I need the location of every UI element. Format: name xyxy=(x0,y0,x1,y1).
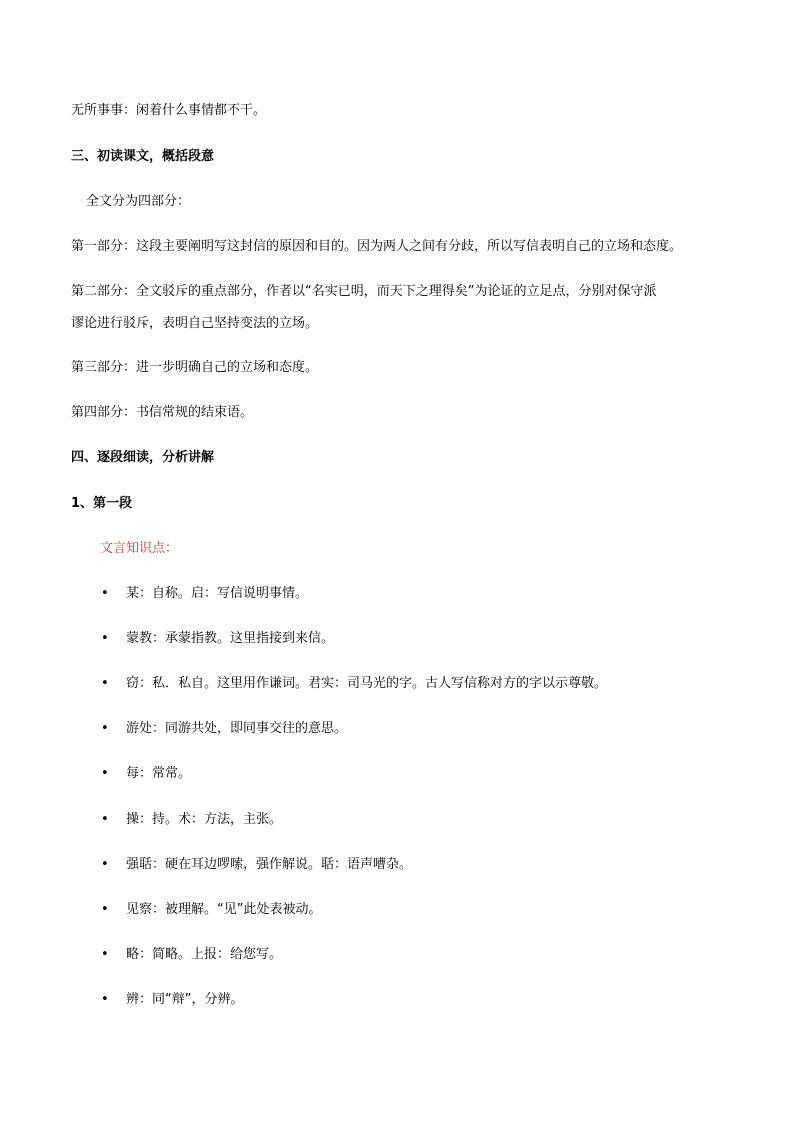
part-1-summary: 第一部分：这段主要阐明写这封信的原因和目的。因为两人之间有分歧，所以写信表明自己的立场和态度。 xyxy=(71,239,683,254)
part-2-summary-line2: 谬论进行驳斥，表明自己坚持变法的立场。 xyxy=(71,316,319,331)
list-item-text: 窃：私．私自。这里用作谦词。君实：司马光的字。古人写信称对方的字以示尊敬。 xyxy=(126,676,608,691)
section-heading-3: 三、初读课文，概括段意 xyxy=(71,149,215,164)
list-item-text: 某：自称。启：写信说明事情。 xyxy=(126,586,309,601)
parts-intro: 全文分为四部分： xyxy=(86,194,191,209)
bullet-icon: • xyxy=(101,721,109,736)
part-3-summary: 第三部分：进一步明确自己的立场和态度。 xyxy=(71,360,319,375)
list-item-text: 游处：同游共处，即同事交往的意思。 xyxy=(126,721,348,736)
list-item-text: 每：常常。 xyxy=(126,766,192,781)
bullet-icon: • xyxy=(101,857,109,872)
bullet-icon: • xyxy=(101,631,109,646)
paragraph-1-heading: 1、第一段 xyxy=(71,496,133,511)
bullet-icon: • xyxy=(101,992,109,1007)
vocab-line-idle: 无所事事：闲着什么事情都不干。 xyxy=(71,103,267,118)
bullet-icon: • xyxy=(101,947,109,962)
list-item-text: 辨：同“辩”，分辨。 xyxy=(126,992,244,1007)
bullet-icon: • xyxy=(101,766,109,781)
part-2-summary-line1: 第二部分：全文驳斥的重点部分，作者以“名实已明，而天下之理得矣”为论证的立足点，分别对保守派 xyxy=(71,284,657,299)
section-heading-4: 四、逐段细读，分析讲解 xyxy=(71,450,215,465)
bullet-icon: • xyxy=(101,902,109,917)
bullet-icon: • xyxy=(101,586,109,601)
list-item-text: 见察：被理解。“见”此处表被动。 xyxy=(126,902,322,917)
list-item-text: 蒙教：承蒙指教。这里指接到来信。 xyxy=(126,631,335,646)
list-item-text: 操：持。术：方法，主张。 xyxy=(126,812,283,827)
part-4-summary: 第四部分：书信常规的结束语。 xyxy=(71,405,254,420)
classical-knowledge-label: 文言知识点： xyxy=(100,541,179,556)
bullet-icon: • xyxy=(101,676,109,691)
bullet-icon: • xyxy=(101,812,109,827)
list-item-text: 强聒：硬在耳边啰嗦，强作解说。聒：语声嘈杂。 xyxy=(126,857,413,872)
list-item-text: 略：简略。上报：给您写。 xyxy=(126,947,283,962)
